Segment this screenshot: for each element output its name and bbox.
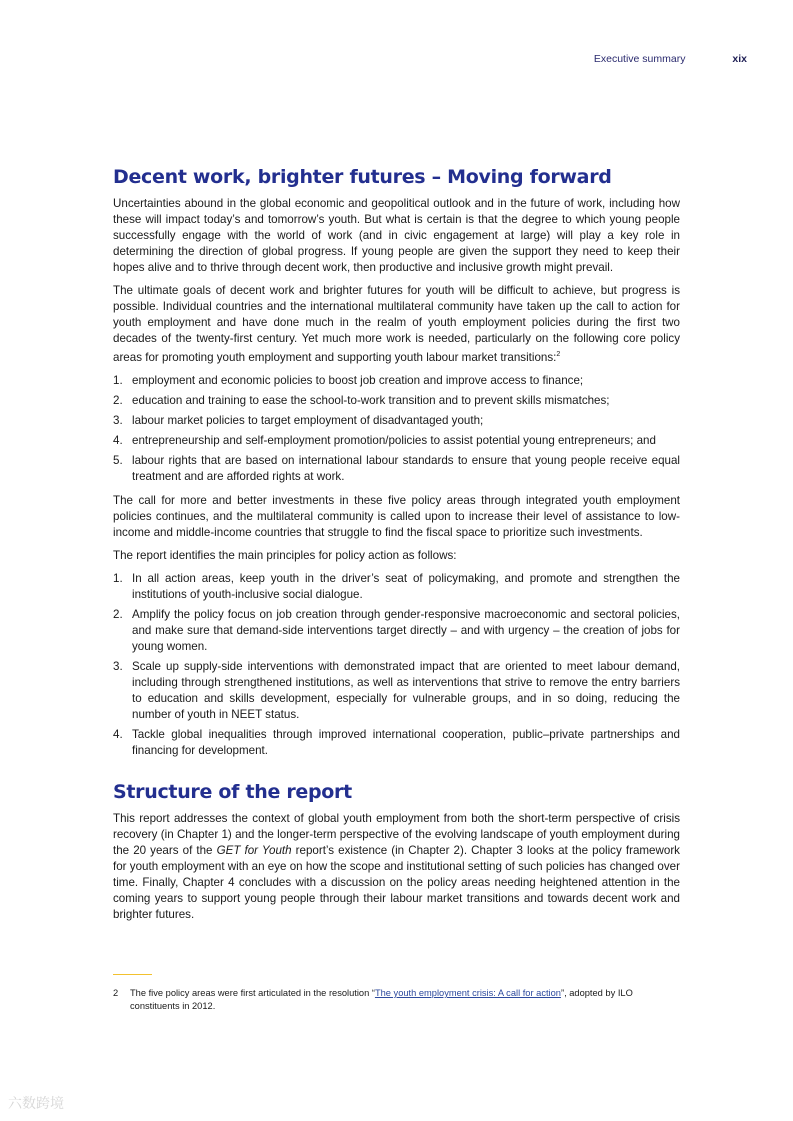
watermark: 六数跨境 — [8, 1096, 64, 1112]
footnote-number: 2 — [113, 988, 119, 998]
list-item: 2. education and training to ease the school-to-work transition and to prevent skills mismatches; — [113, 393, 610, 407]
section-title-structure: Structure of the report — [113, 780, 352, 803]
list-item: 2. Amplify the policy focus on job creation through gender-responsive macroeconomic and sectoral policies, and make sure that demand-side interventions target directly – and with urgency – the creation of jobs for young women. — [113, 607, 680, 653]
section-label: Executive summary — [593, 53, 686, 65]
running-header — [594, 53, 747, 65]
list-item: 1. employment and economic policies to boost job creation and improve access to finance; — [113, 373, 584, 387]
page-number: xix — [732, 53, 747, 65]
paragraph-call-for-investment: The call for more and better investments in these five policy areas through integrated youth employment policies continues, and the multilateral community is called upon to increase their level of assistance to low-income and middle-income countries that struggle to find the fiscal space to prioritize such investments. — [113, 493, 680, 539]
list-item: 4. Tackle global inequalities through improved international cooperation, public–private partnerships and financing for development. — [113, 727, 680, 757]
list-item: 1. In all action areas, keep youth in the driver’s seat of policymaking, and promote and strengthen the institutions of youth-inclusive social dialogue. — [113, 571, 680, 601]
paragraph-ultimate-goals-text: The ultimate goals of decent work and brighter futures for youth will be difficult to achieve, but progress is possible. Individual countries and the international multilateral community have taken up the call to action for youth employment and have done much in the realm of youth employment policies during the first two decades of the twenty-first century. Yet much more work is needed, particularly on the following core policy areas for promoting youth employment and supporting youth labour market transitions: — [113, 284, 680, 364]
list-item: 5. labour rights that are based on international labour standards to ensure that young people receive equal treatment and are afforded rights at work. — [113, 453, 680, 483]
principles-list — [113, 571, 680, 759]
resolution-link[interactable]: The youth employment crisis: A call for action — [374, 988, 561, 998]
footnote-ref[interactable]: 2 — [556, 351, 561, 358]
footnote — [113, 987, 680, 1012]
main-content — [113, 166, 680, 930]
paragraph-ultimate-goals — [113, 283, 680, 366]
paragraph-structure: This report addresses the context of global youth employment from both the short-term perspective of crisis recovery (in Chapter 1) and the longer-term perspective of the evolving landscape of youth employment during the 20 years of the GET for Youth report’s existence (in Chapter 2). Chapter 3 looks at the policy framework for youth employment with an eye on how the scope and institutional setting of such policies has changed over time. Finally, Chapter 4 concludes with a discussion on the policy areas needing heightened attention in the coming years to support young people through their labour market transitions and towards decent work and brighter futures. — [113, 811, 680, 921]
footnote-divider — [113, 974, 152, 975]
list-item: 3. Scale up supply-side interventions with demonstrated impact that are oriented to meet labour demand, including through strengthened institutions, as well as interventions that strive to remove the entry barriers to education and skills development, especially for vulnerable groups, and in so doing, reducing the number of youth in NEET status. — [113, 659, 680, 721]
list-item: 4. entrepreneurship and self-employment promotion/policies to assist potential young entrepreneurs; and — [113, 433, 656, 447]
paragraph-principles-intro: The report identifies the main principles for policy action as follows: — [113, 548, 457, 562]
footnote-text: The five policy areas were first articulated in the resolution “The youth employment crisis: A call for action”, adopted by ILO constituents in 2012. — [130, 988, 633, 1011]
section-title-moving-forward: Decent work, brighter futures – Moving forward — [113, 166, 612, 188]
list-item: 3. labour market policies to target employment of disadvantaged youth; — [113, 413, 484, 427]
paragraph-uncertainties: Uncertainties abound in the global economic and geopolitical outlook and in the future of work, including how these will impact today’s and tomorrow’s youth. But what is certain is that the degree to which young people successfully engage with the world of work (and in civic engagement at large) will play a key role in determining the direction of global progress. If young people are given the support they need to keep their hopes alive and to thrive through decent work, then productive and inclusive growth might prevail. — [113, 197, 680, 274]
policy-areas-list — [113, 373, 680, 485]
